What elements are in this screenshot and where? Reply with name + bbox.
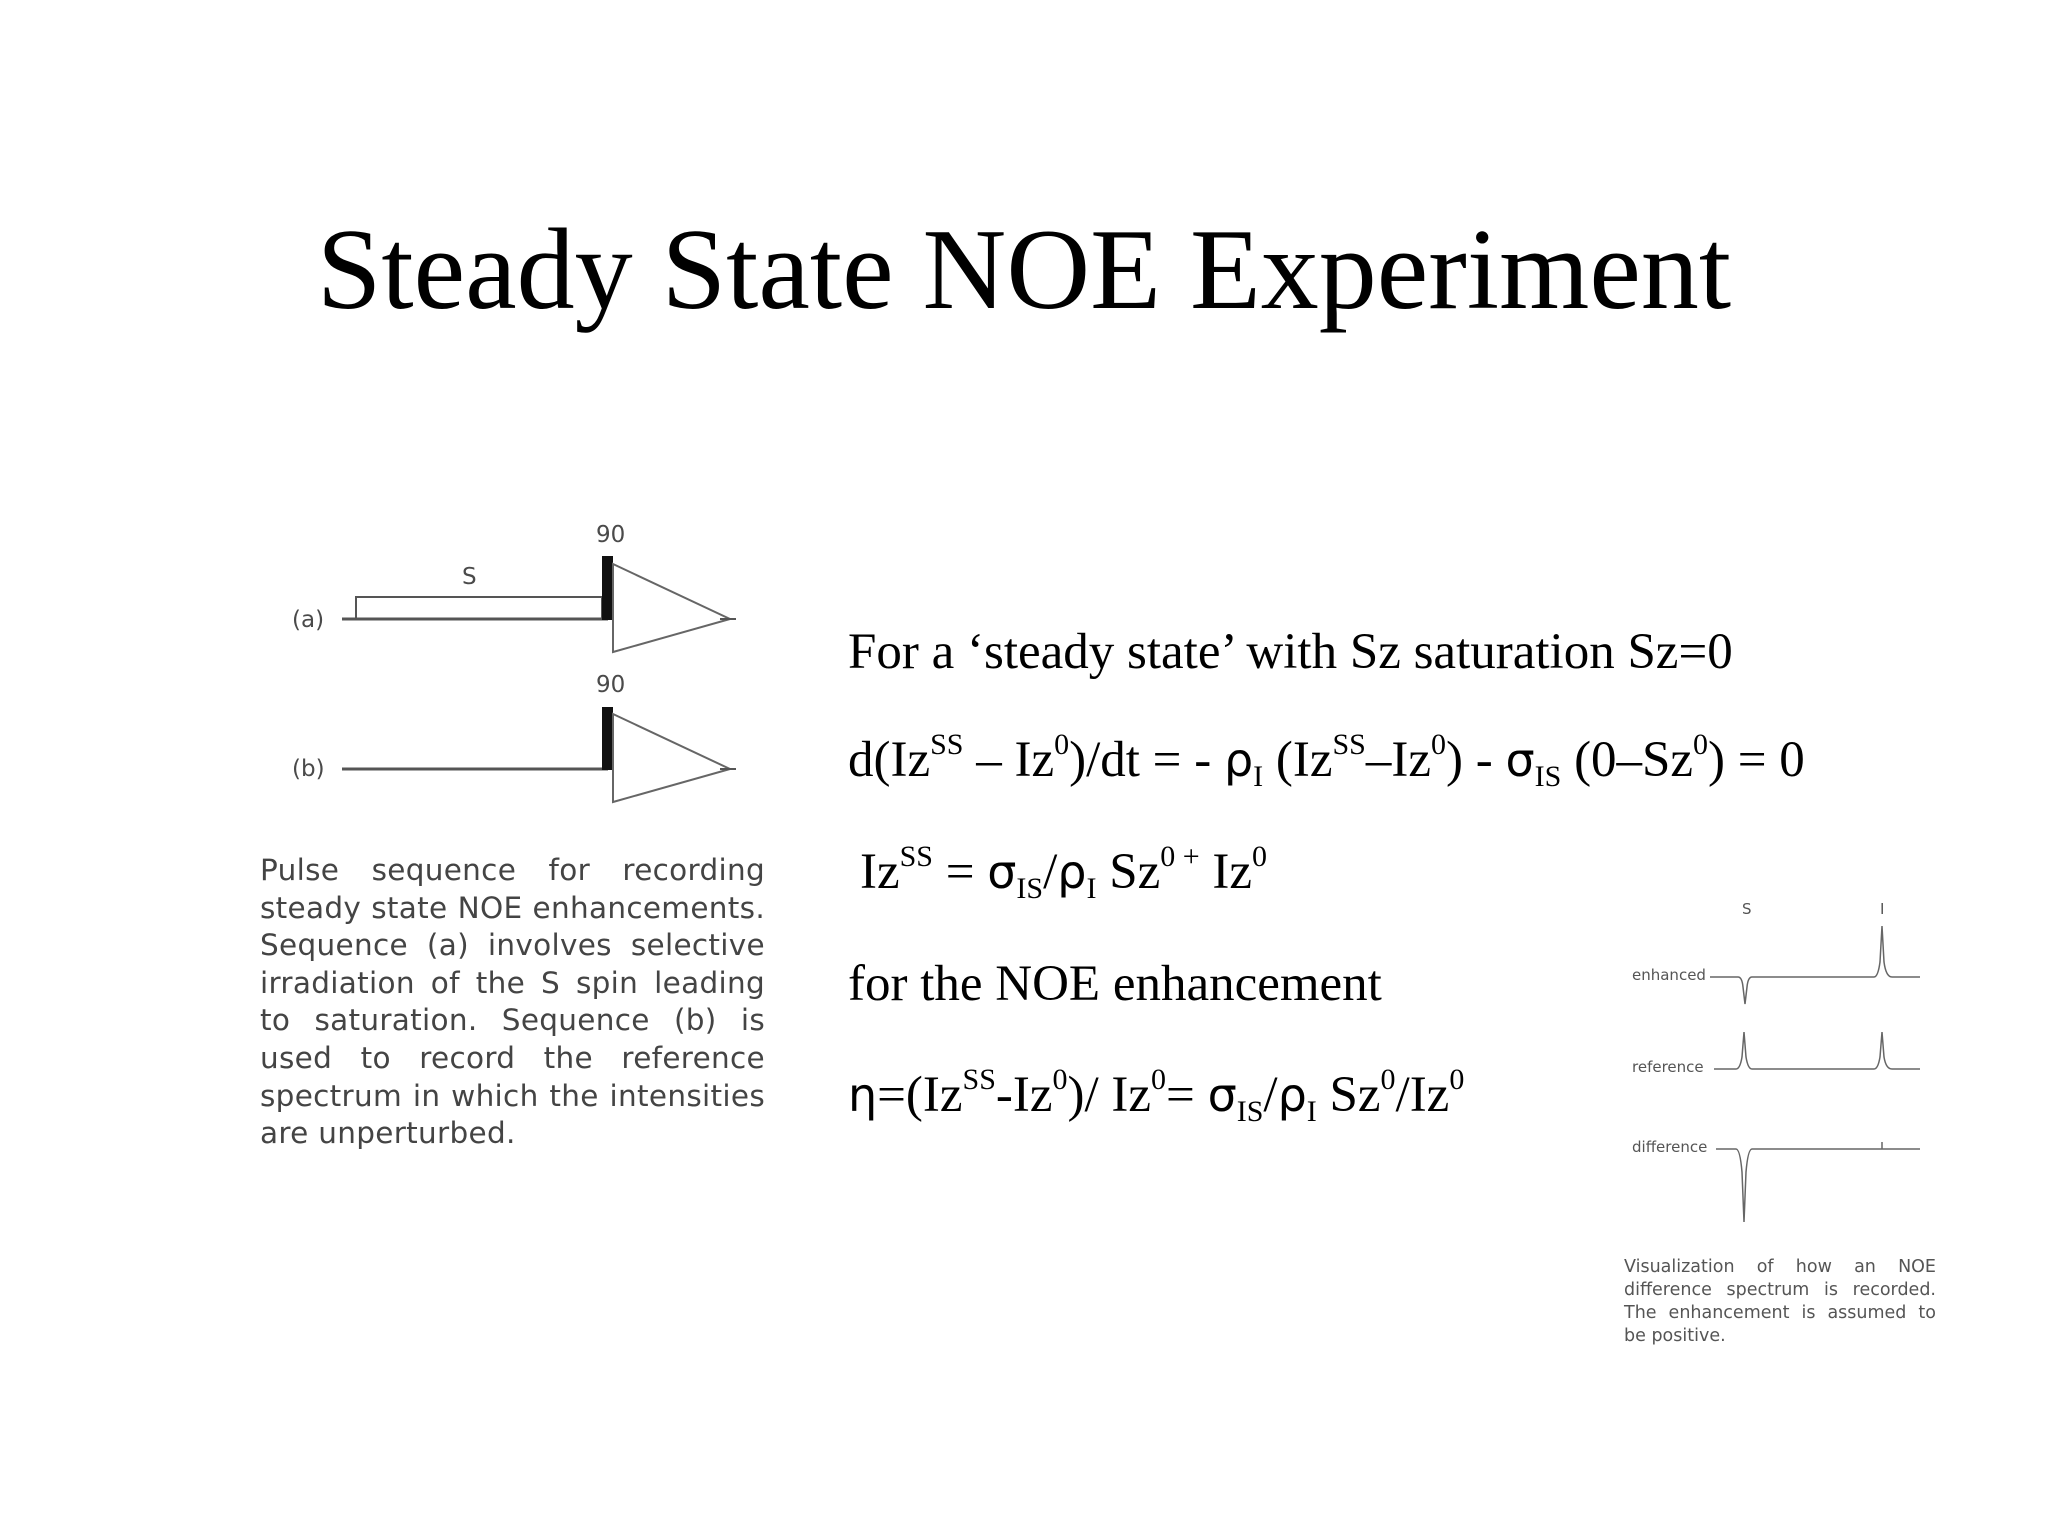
pulse-label-s: S (462, 564, 477, 590)
equation-rate-of-change: $d(Iz^{SS} - Iz^0)/dt$ = - $\rho_I$ $(Iz^{SS}-Iz^0) - \sigma_{IS}$ $(0-Sz^0) = 0$ (848, 728, 1805, 793)
equation-eta: $\eta=(Iz^{SS}-Iz^0)/$ $Iz^0= \sigma_{IS}/\rho_I$ Sz$^0$/Iz$^0$ (848, 1063, 1465, 1128)
spectrum-trace-reference (1714, 1032, 1920, 1069)
spectrum-label-i: I (1880, 900, 1885, 918)
pulse-90-block-b (602, 707, 613, 770)
saturation-irradiation-box (356, 597, 602, 619)
fid-triangle-b (613, 714, 730, 802)
pulse-label-90-top: 90 (596, 522, 626, 548)
spectrum-caption: Visualization of how an NOE difference spectrum is recorded. The enhancement is assumed to be positive. (1624, 1257, 1936, 1346)
pulse-sequence-b (280, 666, 740, 816)
spectrum-label-enhanced: enhanced (1632, 966, 1706, 984)
pulse-label-90-bottom: 90 (596, 672, 626, 698)
equation-steady-state-condition: For a ‘steady state’ with Sz saturation Sz=0 (848, 624, 1733, 680)
pulse-sequence-caption: Pulse sequence for recording steady state NOE enhancements. Sequence (a) involves selective irradiation of the S spin leading to saturation. Sequence (b) is used to record the reference spectrum in which the intensities are unperturbed. (260, 853, 765, 1151)
equation-iz-steady-state: $Iz^{SS} = \sigma_{IS}/\rho_I$ $Sz^{0 +}$ Iz$^0$ (860, 840, 1268, 905)
pulse-label-b: (b) (292, 756, 325, 782)
spectrum-label-s: S (1742, 900, 1752, 918)
noe-difference-spectrum-diagram (1630, 892, 1930, 1242)
pulse-label-a: (a) (292, 607, 325, 633)
fid-triangle-a (613, 564, 730, 652)
spectrum-label-reference: reference (1632, 1058, 1704, 1076)
pulse-90-block-a (602, 556, 613, 620)
slide-title: Steady State NOE Experiment (316, 206, 1732, 334)
pulse-sequence-a (280, 512, 740, 662)
spectrum-trace-difference (1716, 1149, 1920, 1222)
spectrum-label-difference: difference (1632, 1138, 1708, 1156)
spectrum-trace-enhanced (1710, 926, 1920, 1004)
equation-noe-enhancement-label: for the NOE enhancement (848, 956, 1382, 1012)
